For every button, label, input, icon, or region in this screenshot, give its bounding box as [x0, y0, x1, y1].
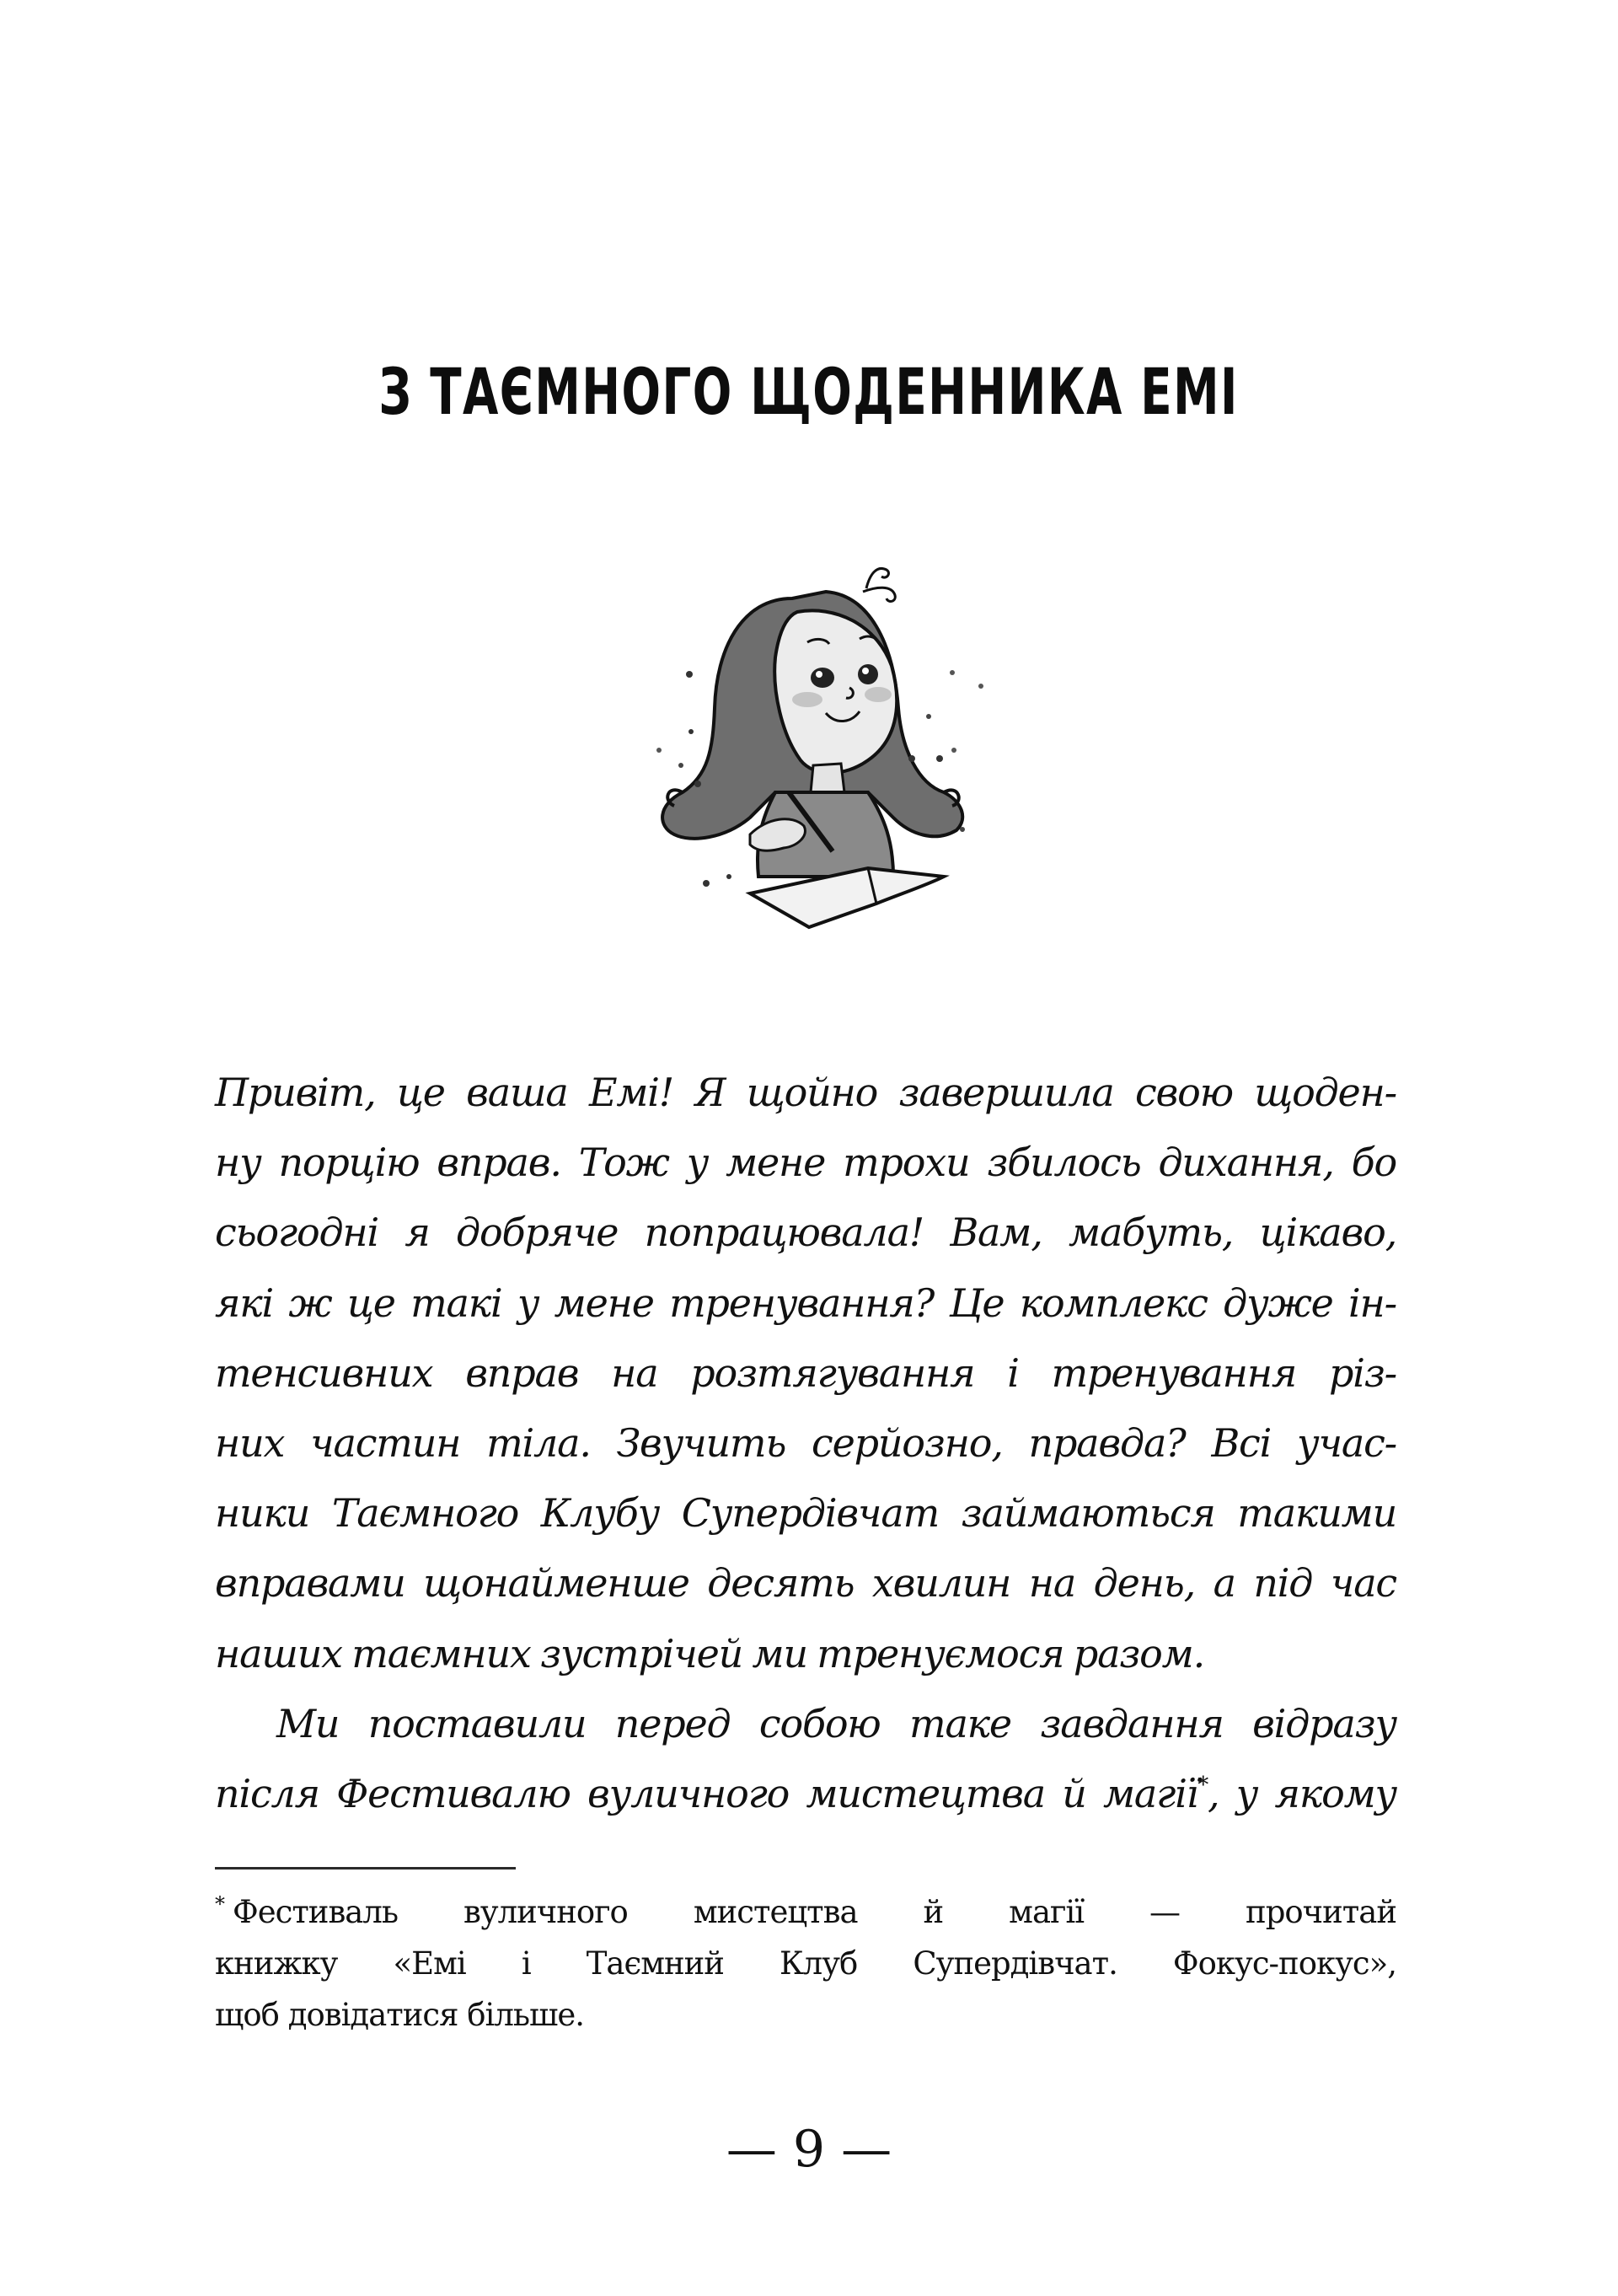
footnote-line: щоб довідатися більше.	[215, 1997, 585, 2033]
footnote-line: книжку «Емі і Таємний Клуб Супердівчат. Фокус-покус»,	[215, 1945, 1396, 1982]
chapter-title: З ТАЄМНОГО ЩОДЕННИКА ЕМІ	[378, 354, 1240, 429]
text-line: них частин тіла. Звучить серйозно, правда? Всі учас-	[215, 1419, 1396, 1466]
text-line-part: після Фестивалю вуличного мистецтва й магії	[215, 1770, 1198, 1816]
footnote-reference[interactable]: *	[1197, 1772, 1208, 1798]
text-line: ники Таємного Клубу Супердівчат займаються такими	[215, 1490, 1396, 1537]
diary-paragraphs	[215, 1058, 1396, 1829]
footnote	[215, 1886, 1396, 2041]
page-number: — 9 —	[726, 2120, 892, 2179]
text-line: вправами щонайменше десять хвилин на день, а під час	[215, 1560, 1396, 1607]
footnote-text: Фестиваль вуличного мистецтва й магії — прочитай	[233, 1894, 1396, 1930]
text-line: тенсивних вправ на розтягування і тренування різ-	[215, 1349, 1396, 1396]
text-line-part: , у якому	[1208, 1770, 1396, 1816]
text-line	[215, 1759, 1396, 1829]
text-line: які ж це такі у мене тренування? Це комплекс дуже ін-	[215, 1279, 1396, 1326]
footnote-line	[215, 1886, 1396, 1938]
text-line: сьогодні я добряче попрацювала! Вам, мабуть, цікаво,	[215, 1210, 1396, 1256]
text-line: наших таємних зустрічей ми тренуємося разом.	[215, 1630, 1205, 1676]
girl-writing-illustration	[624, 539, 994, 944]
footnote-divider	[215, 1867, 516, 1870]
girl-writing-icon	[624, 539, 994, 944]
footnote-marker: *	[215, 1892, 224, 1916]
text-line: Привіт, це ваша Емі! Я щойно завершила свою щоден-	[215, 1070, 1396, 1115]
text-line: Ми поставили перед собою таке завдання відразу	[276, 1700, 1396, 1746]
text-line: ну порцію вправ. Тож у мене трохи збилось дихання, бо	[215, 1140, 1396, 1186]
